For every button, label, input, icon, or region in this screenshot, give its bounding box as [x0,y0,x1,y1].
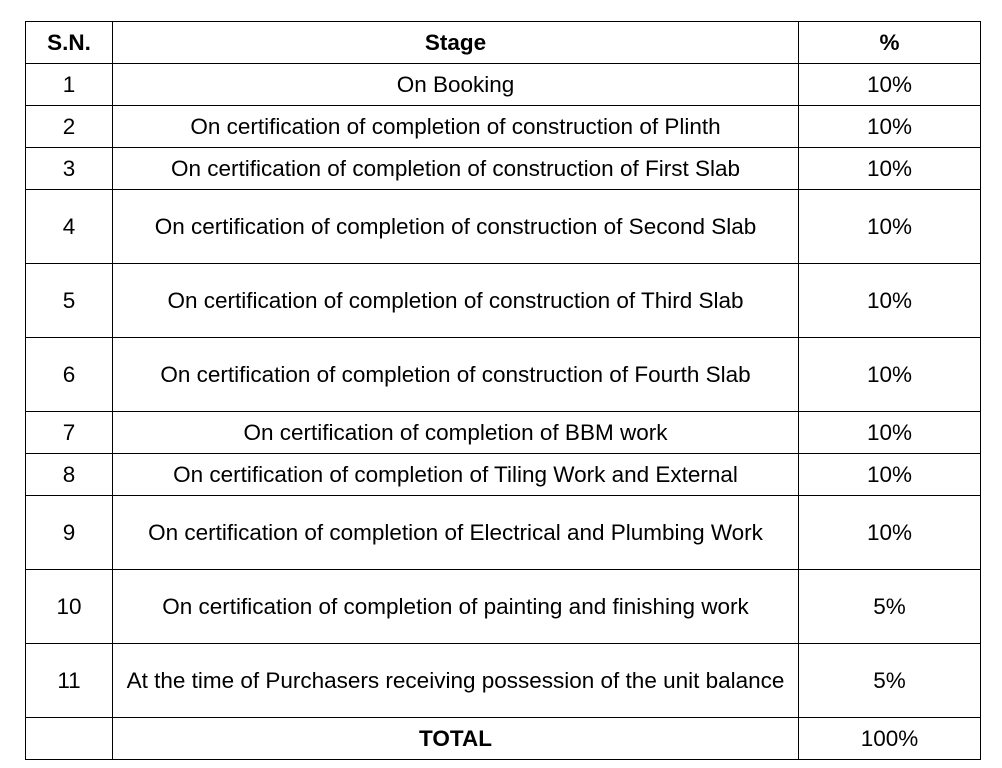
header-sn: S.N. [26,22,113,64]
row-percent: 10% [799,264,981,338]
row-sn: 11 [26,644,113,718]
row-sn: 9 [26,496,113,570]
row-stage: On certification of completion of construction of Fourth Slab [113,338,799,412]
row-percent: 5% [799,570,981,644]
table-row [26,106,981,148]
total-sn [26,718,113,760]
row-percent: 5% [799,644,981,718]
payment-schedule-table [25,21,981,760]
row-stage: At the time of Purchasers receiving possession of the unit balance [113,644,799,718]
row-sn: 7 [26,412,113,454]
table-row [26,64,981,106]
row-stage: On Booking [113,64,799,106]
row-percent: 10% [799,412,981,454]
total-percent: 100% [799,718,981,760]
table-row [26,264,981,338]
header-stage: Stage [113,22,799,64]
row-stage: On certification of completion of construction of Plinth [113,106,799,148]
table-row [26,190,981,264]
row-percent: 10% [799,496,981,570]
row-sn: 8 [26,454,113,496]
total-row [26,718,981,760]
row-percent: 10% [799,190,981,264]
row-sn: 10 [26,570,113,644]
row-sn: 4 [26,190,113,264]
row-stage: On certification of completion of Electrical and Plumbing Work [113,496,799,570]
row-stage: On certification of completion of BBM work [113,412,799,454]
row-sn: 1 [26,64,113,106]
row-stage: On certification of completion of construction of Second Slab [113,190,799,264]
row-percent: 10% [799,64,981,106]
row-percent: 10% [799,148,981,190]
row-sn: 2 [26,106,113,148]
table-row [26,148,981,190]
table-row [26,412,981,454]
row-percent: 10% [799,338,981,412]
table-row [26,644,981,718]
table-row [26,454,981,496]
header-percent: % [799,22,981,64]
table-row [26,496,981,570]
row-stage: On certification of completion of Tiling Work and External [113,454,799,496]
total-label: TOTAL [113,718,799,760]
row-stage: On certification of completion of construction of Third Slab [113,264,799,338]
row-sn: 5 [26,264,113,338]
table-row [26,338,981,412]
row-sn: 6 [26,338,113,412]
row-sn: 3 [26,148,113,190]
row-percent: 10% [799,106,981,148]
header-row [26,22,981,64]
row-stage: On certification of completion of painting and finishing work [113,570,799,644]
table-row [26,570,981,644]
row-stage: On certification of completion of construction of First Slab [113,148,799,190]
row-percent: 10% [799,454,981,496]
